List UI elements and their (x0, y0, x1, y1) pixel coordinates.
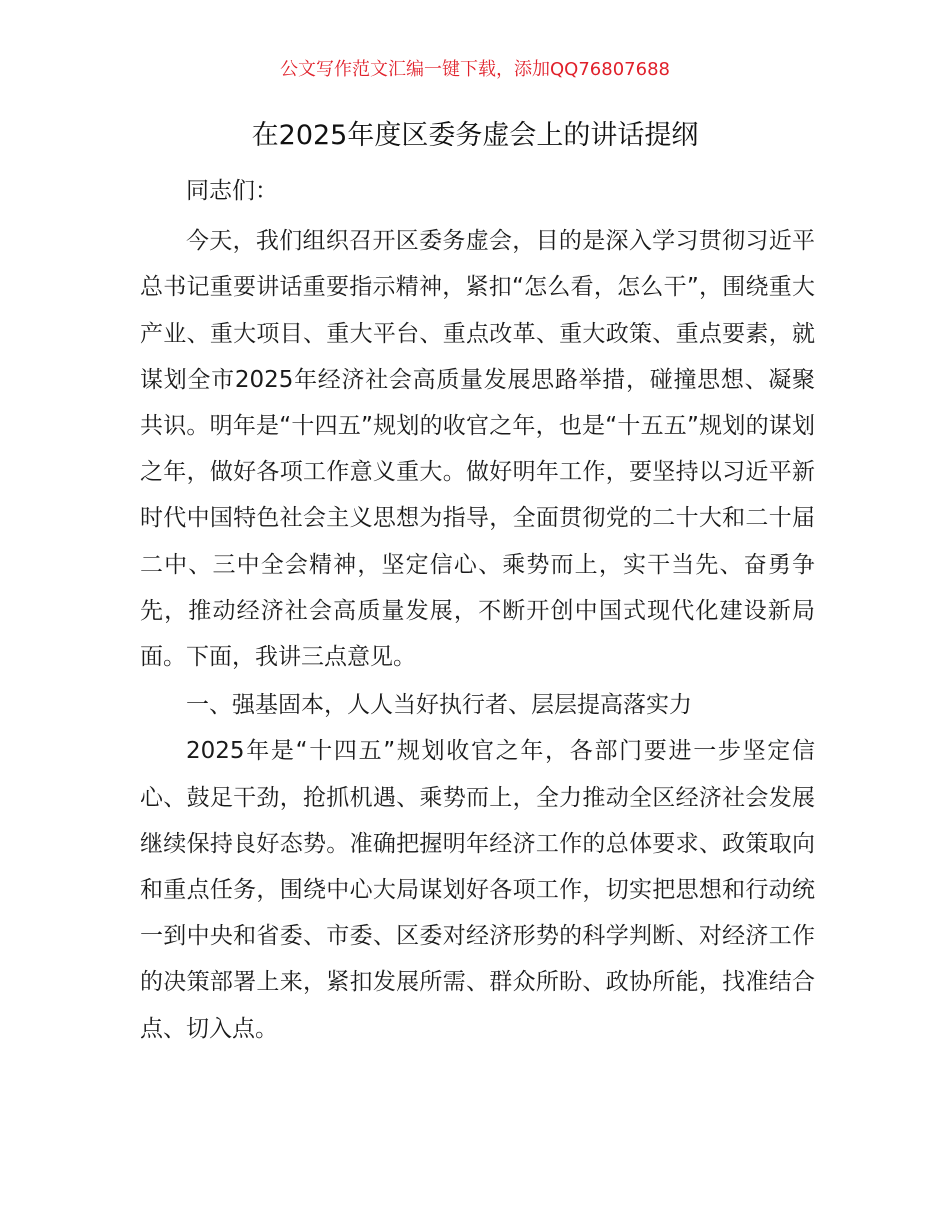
salutation: 同志们： (186, 178, 278, 204)
document-title: 在2025年度区委务虚会上的讲话提纲 (251, 120, 699, 151)
intro-paragraph: 今天，我们组织召开区委务虚会，目的是深入学习贯彻习近平总书记重要讲话重要指示精神，紧扣“怎么看，怎么干”，围绕重大产业、重大项目、重大平台、重点改革、重大政策、重点要素，就谋划全市2025年经济社会高质量发展思路举措，碰撞思想、凝聚共识。明年是“十四五”规划的收官之年，也是“十五五”规划的谋划之年，做好各项工作意义重大。做好明年工作，要坚持以习近平新时代中国特色社会主义思想为指导，全面贯彻党的二十大和二十届二中、三中全会精神，坚定信心、乘势而上，实干当先、奋勇争先，推动经济社会高质量发展，不断开创中国式现代化建设新局面。下面，我讲三点意见。 (140, 228, 815, 671)
section-paragraph: 2025年是“十四五”规划收官之年，各部门要进一步坚定信心、鼓足干劲，抢抓机遇、乘势而上，全力推动全区经济社会发展继续保持良好态势。准确把握明年经济工作的总体要求、政策取向和重点任务，围绕中心大局谋划好各项工作，切实把思想和行动统一到中央和省委、市委、区委对经济形势的科学判断、对经济工作的决策部署上来，紧扣发展所需、群众所盼、政协所能，找准结合点、切入点。 (140, 738, 815, 1042)
document-body (140, 168, 815, 1052)
section-heading: 一、强基固本，人人当好执行者、层层提高落实力 (186, 692, 692, 719)
download-watermark: 公文写作范文汇编一键下载，添加QQ76807688 (280, 59, 670, 80)
